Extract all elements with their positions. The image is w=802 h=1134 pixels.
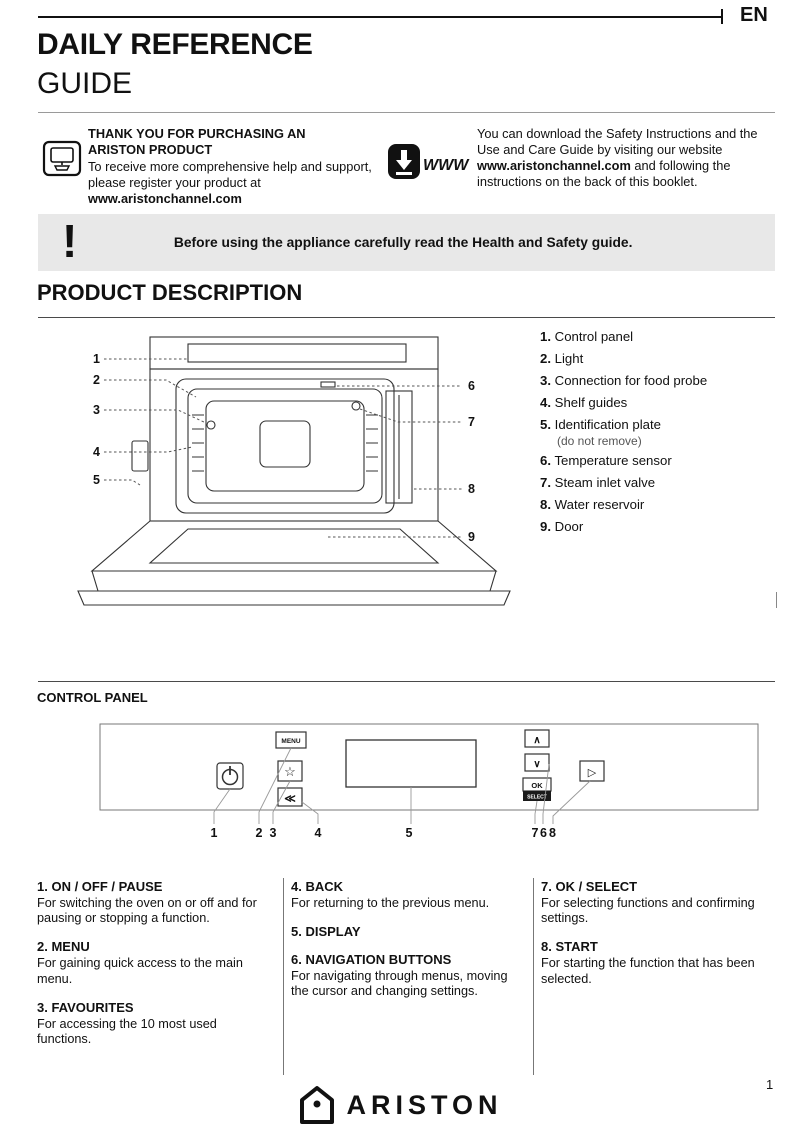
diagram-callout: 3 <box>93 403 100 417</box>
item-label: Control panel <box>554 329 634 344</box>
item-note: (do not remove) <box>557 433 642 448</box>
function-body: For accessing the 10 most used functions. <box>37 1016 217 1047</box>
control-callout: 1 <box>210 826 218 840</box>
page-number: 1 <box>766 1077 774 1092</box>
column-divider <box>283 878 284 1075</box>
svg-text:≪: ≪ <box>284 793 296 805</box>
exclamation-icon: ! <box>62 214 78 267</box>
function-title: 6. NAVIGATION BUTTONS <box>291 952 452 968</box>
item-label: Connection for food probe <box>554 373 708 388</box>
function-title: 2. MENU <box>37 939 90 955</box>
register-body <box>88 159 380 207</box>
function-block <box>291 879 520 911</box>
warning-text: Before using the appliance carefully read the Health and Safety guide. <box>173 235 633 250</box>
list-item <box>540 351 778 368</box>
function-title: 4. BACK <box>291 879 344 894</box>
register-body-text: To receive more comprehensive help and support, please register your product at <box>88 159 372 191</box>
diagram-callout: 4 <box>93 445 100 459</box>
function-block <box>541 939 775 986</box>
www-download-icon <box>388 142 472 189</box>
functions-column-2 <box>291 879 520 1013</box>
register-heading-line2: ARISTON PRODUCT <box>88 141 213 157</box>
header-rule-tick <box>721 9 723 24</box>
register-text-block <box>88 126 380 207</box>
item-label: Shelf guides <box>554 395 628 410</box>
print-edge-mark <box>776 592 777 608</box>
item-label: Steam inlet valve <box>554 474 656 490</box>
list-item <box>540 329 778 346</box>
control-panel-rule <box>38 681 775 682</box>
power-button-icon <box>217 763 243 789</box>
function-body: For returning to the previous menu. <box>291 896 490 910</box>
list-item <box>540 395 778 412</box>
function-block <box>37 939 270 986</box>
control-callout-numbers <box>211 826 557 840</box>
functions-column-1 <box>37 879 270 1060</box>
item-number: 6. <box>540 452 551 468</box>
header-rule <box>38 16 722 18</box>
nav-down-button-icon <box>525 754 549 771</box>
list-item <box>540 373 778 390</box>
menu-button-icon <box>276 732 306 748</box>
control-callout: 7 <box>531 826 539 840</box>
brand-logo <box>0 1085 802 1125</box>
start-button-icon <box>580 761 604 781</box>
doc-title-line1: DAILY REFERENCE <box>37 28 313 61</box>
list-item <box>540 453 778 470</box>
function-title: 5. DISPLAY <box>291 924 361 940</box>
item-number: 8. <box>540 496 551 512</box>
function-body: For starting the function that has been selected. <box>541 956 755 986</box>
warning-banner <box>38 214 775 271</box>
item-number: 2. <box>540 351 551 366</box>
www-label: WWW <box>423 157 469 174</box>
control-panel-diagram <box>96 714 766 844</box>
product-description-rule <box>38 317 775 318</box>
function-block <box>541 879 775 926</box>
function-title: 1. ON / OFF / PAUSE <box>37 879 163 894</box>
item-number: 5. <box>540 417 551 432</box>
svg-text:☆: ☆ <box>284 764 296 779</box>
list-item <box>540 497 778 514</box>
diagram-callout: 8 <box>468 482 475 496</box>
diagram-callout: 1 <box>93 352 100 366</box>
function-title: 3. FAVOURITES <box>37 999 134 1015</box>
function-block <box>291 924 520 939</box>
register-link: www.aristonchannel.com <box>88 190 242 206</box>
title-divider <box>38 112 775 113</box>
oven-drawing <box>78 337 510 605</box>
control-panel-heading: CONTROL PANEL <box>37 690 148 705</box>
diagram-callout: 9 <box>468 530 475 544</box>
brand-name: ARISTON <box>346 1089 503 1120</box>
function-title: 8. START <box>541 939 598 955</box>
language-code: EN <box>740 4 768 26</box>
ok-label: OK <box>531 781 543 790</box>
register-heading <box>88 126 380 157</box>
control-callout: 5 <box>405 826 413 840</box>
function-title: 7. OK / SELECT <box>541 879 638 894</box>
product-description-heading: PRODUCT DESCRIPTION <box>37 280 303 305</box>
control-callout: 8 <box>549 826 556 840</box>
control-callout: 6 <box>540 826 547 840</box>
list-item <box>540 417 778 434</box>
item-label: Water reservoir <box>554 496 645 512</box>
function-body: For navigating through menus, moving the cursor and changing settings. <box>291 969 508 999</box>
function-body: For switching the oven on or off and for pausing or stopping a function. <box>37 896 257 926</box>
functions-column-3 <box>541 879 775 1000</box>
menu-button-label: MENU <box>281 738 301 745</box>
control-callout: 3 <box>269 826 277 840</box>
column-divider <box>533 878 534 1075</box>
register-product-icon <box>42 138 82 185</box>
item-label: Temperature sensor <box>554 452 672 468</box>
function-block <box>291 952 520 999</box>
diagram-callout: 6 <box>468 379 475 393</box>
list-item <box>540 519 778 536</box>
function-body: For gaining quick access to the main menu. <box>37 956 243 986</box>
control-panel-outline <box>100 724 758 810</box>
doc-title-line2: GUIDE <box>37 67 133 100</box>
favourites-button-icon <box>278 761 302 781</box>
item-label: Identification plate <box>554 417 661 432</box>
svg-text:▷: ▷ <box>587 767 597 779</box>
nav-up-button-icon <box>525 730 549 747</box>
callout-leaders <box>104 359 462 537</box>
download-text-block <box>477 126 779 189</box>
control-callout: 2 <box>255 826 263 840</box>
select-label: SELECT <box>527 794 547 801</box>
item-label: Door <box>554 518 584 534</box>
download-link: www.aristonchannel.com <box>477 157 631 173</box>
diagram-callout: 2 <box>93 373 100 387</box>
control-callout: 4 <box>314 826 322 840</box>
download-text-2: and following the instructions on the back of this booklet. <box>477 157 731 189</box>
download-text-1: You can download the Safety Instructions and the Use and Care Guide by visiting our website <box>477 126 758 157</box>
item-number: 4. <box>540 395 551 410</box>
item-number: 3. <box>540 373 551 388</box>
item-number: 9. <box>540 518 551 534</box>
item-number: 7. <box>540 474 551 490</box>
diagram-callout: 7 <box>468 415 475 429</box>
list-item <box>540 475 778 492</box>
svg-text:∧: ∧ <box>533 735 541 746</box>
item-number: 1. <box>540 329 551 344</box>
function-body: For selecting functions and confirming settings. <box>541 896 755 926</box>
item-label: Light <box>554 351 584 366</box>
product-parts-list <box>540 329 778 541</box>
function-block <box>37 1000 270 1047</box>
oven-diagram <box>38 329 535 681</box>
house-icon <box>299 1085 335 1125</box>
register-heading-line1: THANK YOU FOR PURCHASING AN <box>88 126 306 141</box>
svg-text:∨: ∨ <box>533 759 541 770</box>
diagram-callout: 5 <box>93 473 100 487</box>
display-outline <box>346 740 476 787</box>
function-block <box>37 879 270 926</box>
